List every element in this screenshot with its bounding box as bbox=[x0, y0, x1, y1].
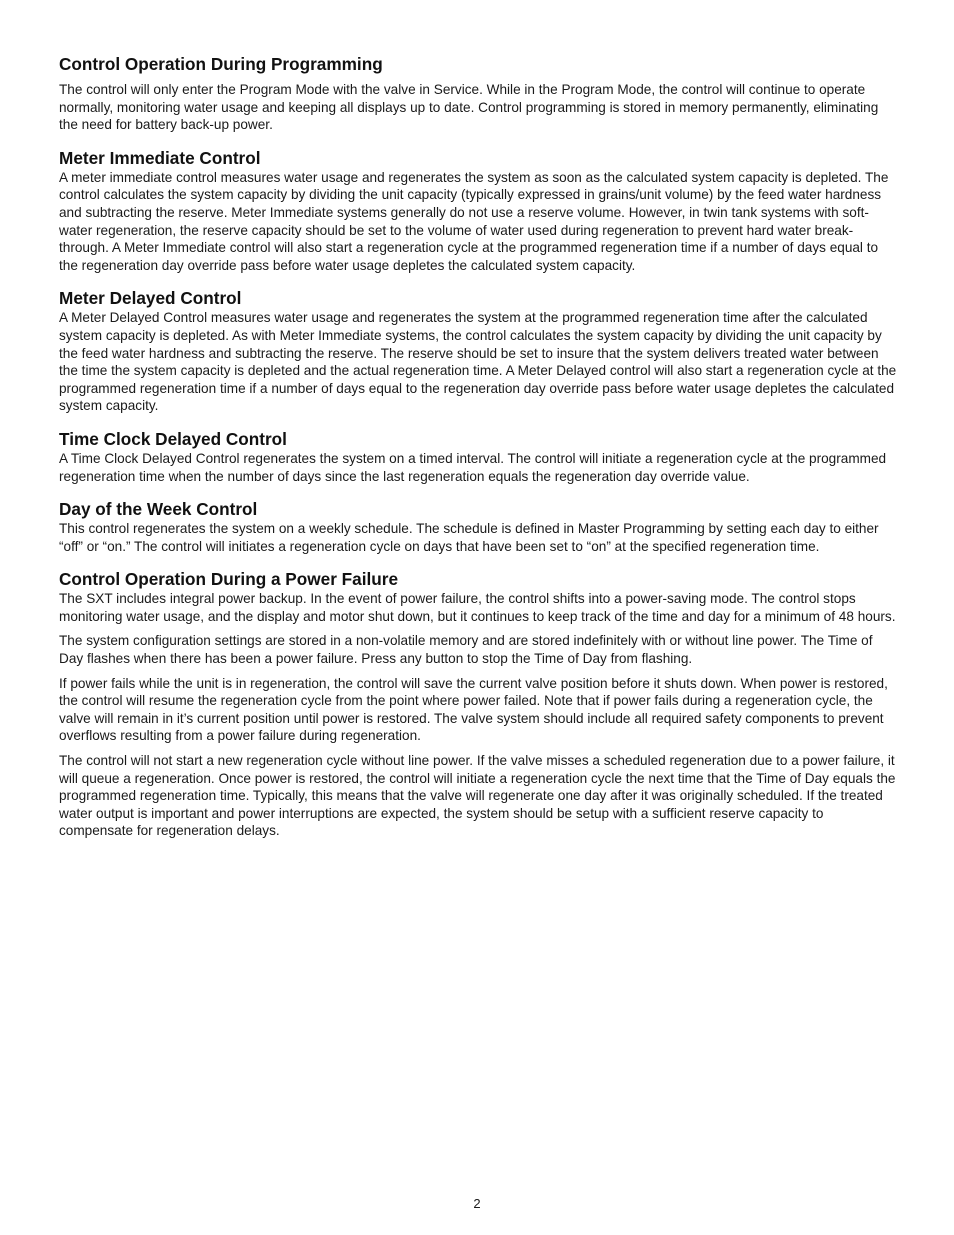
section-time-clock-delayed bbox=[59, 429, 899, 485]
page-number: 2 bbox=[473, 1196, 481, 1211]
section-paragraph: A meter immediate control measures water usage and regenerates the system as soon as the calculated system capacity is depleted. The control calculates the system capacity by dividing the unit capacity (typically expressed in grains/unit volume) by the feed water hardness and subtracting the reserve. Meter Immediate systems generally do not use a reserve volume. However, in twin tank systems with soft-water regeneration, the reserve capacity should be set to the volume of water used during regeneration to prevent hard water break-through. A Meter Immediate control will also start a regeneration cycle at the programmed regeneration time if a number of days equal to the regeneration day override pass before water usage depletes the calculated system capacity. bbox=[59, 169, 889, 273]
section-meter-immediate bbox=[59, 148, 899, 275]
section-meter-delayed bbox=[59, 288, 899, 415]
section-heading: Control Operation During a Power Failure bbox=[59, 569, 399, 590]
section-paragraph: A Meter Delayed Control measures water usage and regenerates the system at the programmed regeneration time after the calculated system capacity is depleted. As with Meter Immediate systems, the control calculates the system capacity by dividing the unit capacity by the feed water hardness and subtracting the reserve. The reserve should be set to insure that the system delivers treated water between the time the system capacity is depleted and the actual regeneration time. A Meter Delayed control will also start a regeneration cycle at the programmed regeneration time if a number of days equal to the regeneration day override pass before water usage depletes the calculated system capacity. bbox=[59, 310, 897, 414]
section-heading: Meter Delayed Control bbox=[59, 288, 242, 309]
section-heading: Meter Immediate Control bbox=[59, 147, 261, 168]
section-paragraph: The control will only enter the Program Mode with the valve in Service. While in the Program Mode, the control will continue to operate normally, monitoring water usage and keeping all displays up to date. Control programming is stored in memory permanently, eliminating the need for battery back-up power. bbox=[59, 82, 879, 133]
section-paragraph: The system configuration settings are stored in a non-volatile memory and are stored indefinitely with or without line power. The Time of Day flashes when there has been a power failure. Press any button to stop the Time of Day from flashing. bbox=[59, 633, 873, 667]
section-paragraph: A Time Clock Delayed Control regenerates the system on a timed interval. The control will initiate a regeneration cycle at the programmed regeneration time when the number of days since the last regeneration equals the regeneration day override value. bbox=[59, 450, 887, 484]
section-paragraph: If power fails while the unit is in regeneration, the control will save the current valve position before it shuts down. When power is restored, the control will resume the regeneration cycle from the point where power failed. Note that if power fails during a regeneration cycle, the valve will remain in it’s current position until power is restored. The valve system should include all required safety components to prevent overflows resulting from a power failure during regeneration. bbox=[59, 675, 888, 744]
section-heading: Time Clock Delayed Control bbox=[59, 428, 287, 449]
section-programming bbox=[59, 54, 899, 134]
section-paragraph: The control will not start a new regeneration cycle without line power. If the valve misses a scheduled regeneration due to a power failure, it will queue a regeneration. Once power is restored, the control will initiate a regeneration cycle the next time that the Time of Day equals the programmed regeneration time. Typically, this means that the valve will regenerate one day after it was originally scheduled. If the treated water output is important and power interruptions are expected, the system should be setup with a sufficient reserve capacity to compensate for regeneration delays. bbox=[59, 753, 896, 839]
section-paragraph: The SXT includes integral power backup. In the event of power failure, the control shifts into a power-saving mode. The control stops monitoring water usage, and the display and motor shut down, but it continues to keep track of the time and day for a minimum of 48 hours. bbox=[59, 591, 896, 624]
section-power-failure bbox=[59, 569, 899, 840]
section-heading: Control Operation During Programming bbox=[59, 54, 383, 74]
section-heading: Day of the Week Control bbox=[59, 499, 258, 520]
section-paragraph: This control regenerates the system on a weekly schedule. The schedule is defined in Master Programming by setting each day to either “off” or “on.” The control will initiates a regeneration cycle on days that have been set to “on” at the specified regeneration time. bbox=[59, 521, 879, 554]
section-day-of-week bbox=[59, 499, 899, 555]
document-body bbox=[59, 54, 899, 854]
